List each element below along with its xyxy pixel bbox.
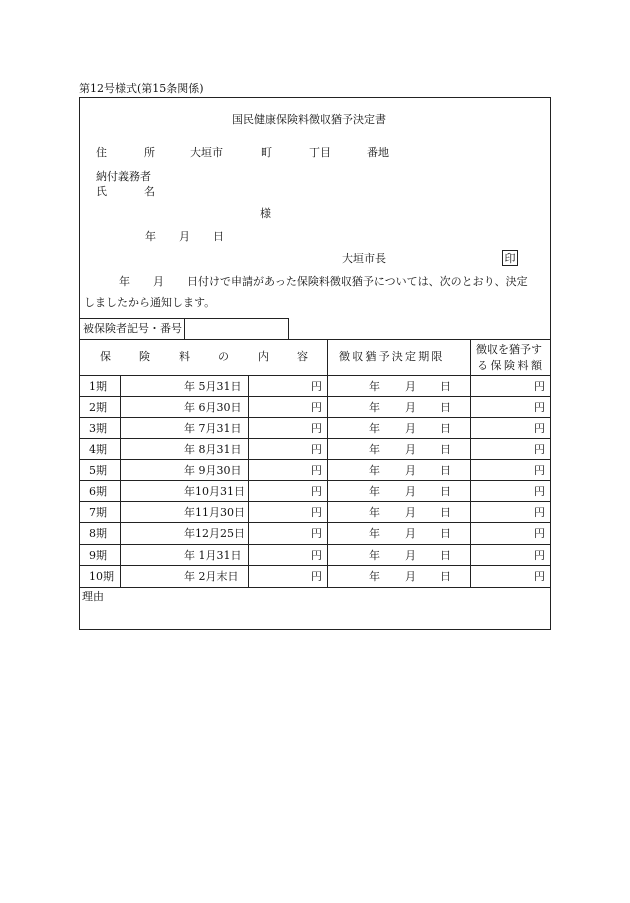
- row-amount-yen: 円: [534, 570, 545, 583]
- address-chome: 丁目: [309, 146, 331, 159]
- payer-name-label-2: 名: [144, 185, 155, 198]
- row-premium-yen: 円: [311, 570, 322, 583]
- table-header-line: [79, 375, 551, 376]
- insured-right-line: [288, 318, 289, 339]
- row-deferral-year: 年: [369, 443, 380, 456]
- row-period: 4期: [89, 443, 107, 456]
- row-period: 3期: [89, 422, 107, 435]
- row-deferral-day: 日: [440, 401, 451, 414]
- row-line: [79, 438, 551, 439]
- row-due-date: 年 1月31日: [184, 549, 242, 562]
- row-deferral-month: 月: [405, 485, 416, 498]
- row-deferral-year: 年: [369, 485, 380, 498]
- row-due-date: 年 6月30日: [184, 401, 242, 414]
- col-divider-period: [120, 375, 121, 587]
- row-due-date: 年 7月31日: [184, 422, 242, 435]
- row-premium-yen: 円: [311, 380, 322, 393]
- row-premium-yen: 円: [311, 443, 322, 456]
- address-label-1: 住: [96, 146, 107, 159]
- row-deferral-month: 月: [405, 443, 416, 456]
- row-deferral-year: 年: [369, 570, 380, 583]
- row-due-date: 年 9月30日: [184, 464, 242, 477]
- insured-label: 被保険者記号・番号: [83, 322, 182, 335]
- row-premium-yen: 円: [311, 464, 322, 477]
- row-line: [79, 501, 551, 502]
- notice-text-line2: しましたから通知します。: [84, 296, 216, 309]
- payer-name-label-1: 氏: [96, 185, 107, 198]
- row-deferral-day: 日: [440, 380, 451, 393]
- row-premium-yen: 円: [311, 401, 322, 414]
- row-deferral-year: 年: [369, 506, 380, 519]
- address-label-2: 所: [144, 146, 155, 159]
- row-deferral-month: 月: [405, 464, 416, 477]
- row-line: [79, 522, 551, 523]
- row-premium-yen: 円: [311, 549, 322, 562]
- row-line: [79, 544, 551, 545]
- mayor-title: 大垣市長: [342, 252, 386, 265]
- row-deferral-day: 日: [440, 443, 451, 456]
- row-due-date: 年 2月末日: [184, 570, 239, 583]
- row-deferral-year: 年: [369, 401, 380, 414]
- row-deferral-month: 月: [405, 527, 416, 540]
- row-amount-yen: 円: [534, 380, 545, 393]
- col-divider-due: [248, 375, 249, 587]
- address-cho: 町: [261, 146, 272, 159]
- row-deferral-month: 月: [405, 380, 416, 393]
- row-premium-yen: 円: [311, 485, 322, 498]
- row-amount-yen: 円: [534, 506, 545, 519]
- row-deferral-month: 月: [405, 422, 416, 435]
- table-top-line: [79, 339, 551, 340]
- header-content-3: 料: [179, 350, 190, 363]
- row-line: [79, 480, 551, 481]
- row-deferral-month: 月: [405, 506, 416, 519]
- row-amount-yen: 円: [534, 549, 545, 562]
- row-amount-yen: 円: [534, 422, 545, 435]
- row-period: 9期: [89, 549, 107, 562]
- row-deferral-day: 日: [440, 485, 451, 498]
- row-deferral-year: 年: [369, 527, 380, 540]
- form-number: 第12号様式(第15条関係): [79, 82, 204, 95]
- row-deferral-day: 日: [440, 464, 451, 477]
- row-period: 7期: [89, 506, 107, 519]
- row-deferral-day: 日: [440, 422, 451, 435]
- header-deferral-period: 徴収猶予決定期限: [339, 350, 445, 363]
- row-deferral-year: 年: [369, 422, 380, 435]
- payer-honorific: 様: [260, 207, 271, 220]
- date-month: 月: [179, 230, 190, 243]
- header-deferred-amount-1: 徴収を猶予す: [476, 343, 542, 356]
- row-premium-yen: 円: [311, 527, 322, 540]
- row-period: 1期: [89, 380, 107, 393]
- row-deferral-year: 年: [369, 380, 380, 393]
- row-period: 5期: [89, 464, 107, 477]
- col-divider-content: [327, 339, 328, 587]
- payer-label: 納付義務者: [96, 170, 151, 183]
- table-bottom-line: [79, 587, 551, 588]
- row-period: 6期: [89, 485, 107, 498]
- header-content-4: の: [218, 350, 229, 363]
- row-premium-yen: 円: [311, 422, 322, 435]
- row-amount-yen: 円: [534, 527, 545, 540]
- date-day: 日: [213, 230, 224, 243]
- row-due-date: 年 5月31日: [184, 380, 242, 393]
- document-title: 国民健康保険料徴収猶予決定書: [232, 113, 386, 126]
- row-deferral-year: 年: [369, 549, 380, 562]
- notice-year: 年: [119, 275, 130, 288]
- address-banchi: 番地: [367, 146, 389, 159]
- row-period: 8期: [89, 527, 107, 540]
- row-deferral-day: 日: [440, 549, 451, 562]
- row-premium-yen: 円: [311, 506, 322, 519]
- reason-label: 理由: [82, 590, 104, 603]
- row-due-date: 年10月31日: [184, 485, 245, 498]
- notice-month: 月: [153, 275, 164, 288]
- row-line: [79, 417, 551, 418]
- header-content-5: 内: [258, 350, 269, 363]
- header-content-1: 保: [100, 350, 111, 363]
- row-deferral-month: 月: [405, 549, 416, 562]
- row-deferral-day: 日: [440, 527, 451, 540]
- row-period: 10期: [89, 570, 114, 583]
- row-due-date: 年12月25日: [184, 527, 245, 540]
- row-amount-yen: 円: [534, 401, 545, 414]
- seal-mark: 印: [502, 250, 518, 266]
- insured-divider: [184, 318, 185, 339]
- row-deferral-month: 月: [405, 570, 416, 583]
- address-city: 大垣市: [190, 146, 223, 159]
- row-deferral-month: 月: [405, 401, 416, 414]
- row-line: [79, 459, 551, 460]
- row-amount-yen: 円: [534, 464, 545, 477]
- col-divider-deferral: [470, 339, 471, 587]
- row-deferral-day: 日: [440, 570, 451, 583]
- row-due-date: 年 8月31日: [184, 443, 242, 456]
- row-amount-yen: 円: [534, 443, 545, 456]
- header-content-6: 容: [297, 350, 308, 363]
- row-line: [79, 396, 551, 397]
- row-period: 2期: [89, 401, 107, 414]
- row-deferral-day: 日: [440, 506, 451, 519]
- row-due-date: 年11月30日: [184, 506, 245, 519]
- row-amount-yen: 円: [534, 485, 545, 498]
- row-line: [79, 565, 551, 566]
- header-deferred-amount-2: る保険料額: [477, 359, 545, 372]
- notice-text-line1: 日付けで申請があった保険料徴収猶予については、次のとおり、決定: [187, 275, 528, 288]
- header-content-2: 険: [139, 350, 150, 363]
- date-year: 年: [145, 230, 156, 243]
- row-deferral-year: 年: [369, 464, 380, 477]
